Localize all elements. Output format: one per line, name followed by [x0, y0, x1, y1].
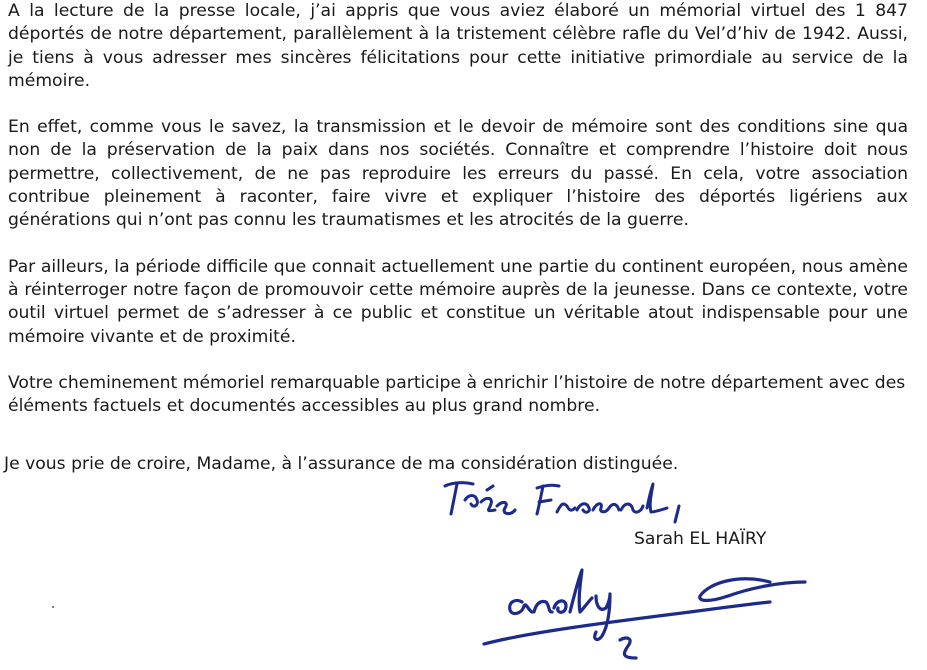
paragraph-1: A la lecture de la presse locale, j’ai appris que vous aviez élaboré un mémorial virtuel des 1 847 déportés de notre département, parallèlement à la tristement célèbre rafle du Vel’d’hiv de 1942. Aussi, je tiens à vous adresser mes sincères félicitations pour cette initiative primordiale au service de la mémoire.: [8, 1, 908, 91]
paragraph-4: Votre cheminement mémoriel remarquable participe à enrichir l’histoire de notre département avec des éléments factuels et documentés accessibles au plus grand nombre.: [8, 372, 906, 417]
paragraph-2: En effet, comme vous le savez, la transmission et le devoir de mémoire sont des conditions sine qua non de la préservation de la paix dans nos sociétés. Connaître et comprendre l’histoire doit nous permettre, collectivement, de ne pas reproduire les erreurs du passé. En cela, votre association contribue pleinement à raconter, faire vivre et expliquer l’histoire des déportés ligériens aux générations qui n’ont pas connu les traumatismes et les atrocités de la guerre.: [8, 117, 908, 231]
letter-body: [8, 0, 908, 441]
paragraph-3: Par ailleurs, la période difficile que connait actuellement une partie du continent européen, nous amène à réinterroger notre façon de promouvoir cette mémoire auprès de la jeunesse. Dans ce contexte, votre outil virtuel permet de s’adresser à ce public et constitue un véritable atout indispensable pour une mémoire vivante et de proximité.: [8, 256, 908, 347]
paper-speck: [52, 606, 54, 608]
signatory-name: Sarah EL HAÏRY: [634, 529, 767, 549]
closing-formula: Je vous prie de croire, Madame, à l’assurance de ma considération distinguée.: [4, 454, 679, 474]
handwritten-closing: [435, 472, 705, 527]
signature: [470, 552, 830, 667]
